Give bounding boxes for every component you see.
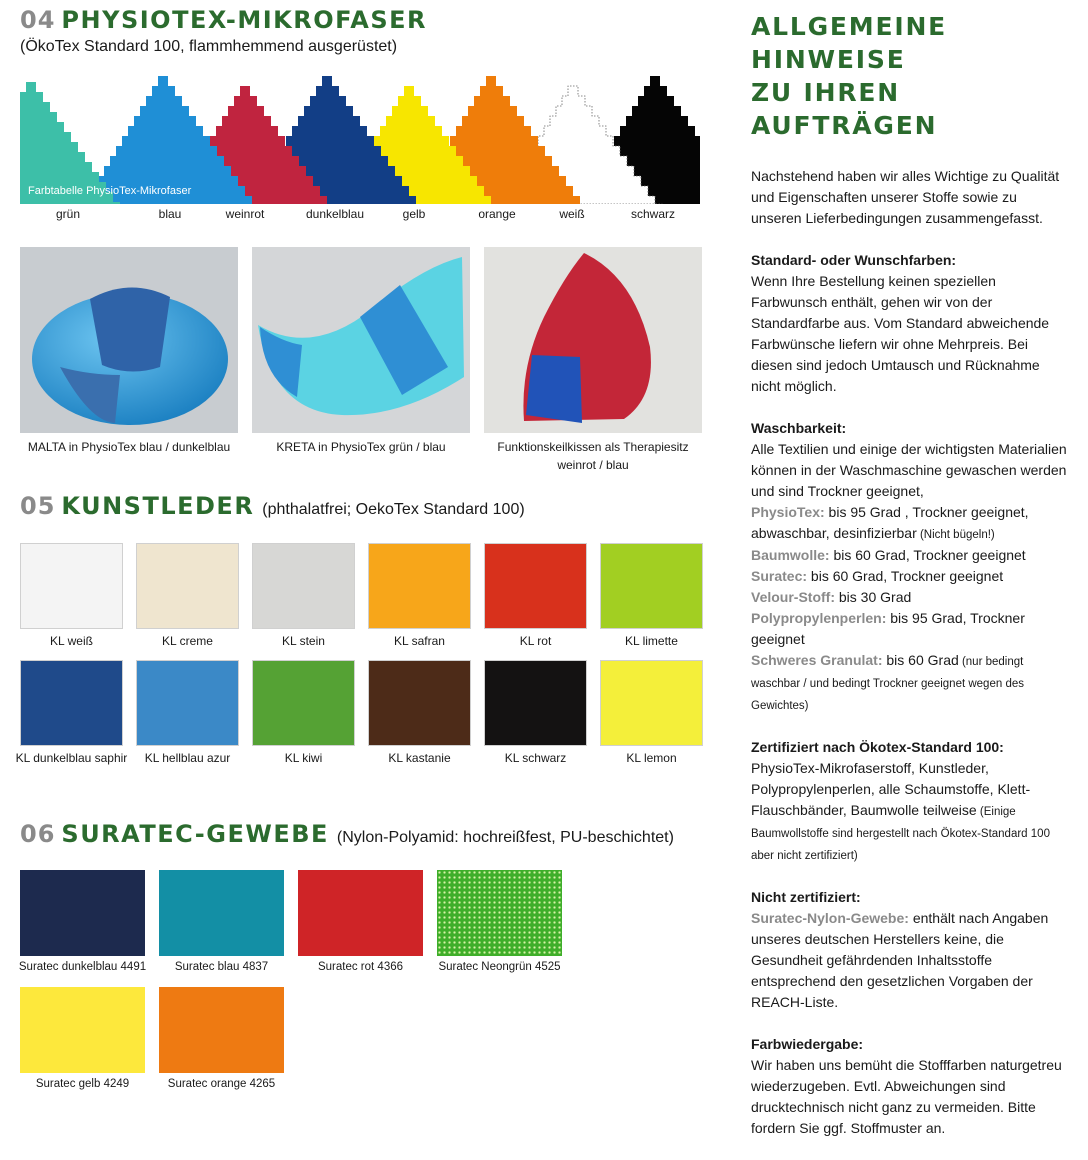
wasch-poly-name: Polypropylenperlen: (751, 610, 887, 626)
wasch-physiotex-text: bis 95 Grad , Trockner geeignet, abwaschbar, desinfizierbar (751, 504, 1029, 541)
photo-caption-keilkissen-line1: Funktionskeilkissen als Therapiesitz (497, 440, 689, 454)
wasch-poly-text: bis 95 Grad, Trockner geeignet (751, 610, 1025, 647)
kunstleder-swatch (136, 660, 239, 746)
hinweise-title-line1: ALLGEMEINE HINWEISE (751, 12, 948, 74)
wasch-suratec-name: Suratec: (751, 568, 808, 584)
kunstleder-label: KL stein (282, 634, 325, 648)
kunstleder-label: KL lemon (626, 751, 677, 765)
kunstleder-swatch (600, 543, 703, 629)
wasch-baumwolle-name: Baumwolle: (751, 547, 830, 563)
physiotex-color-chart (20, 72, 700, 204)
kunstleder-label: KL creme (162, 634, 213, 648)
physiotex-color-label: blau (158, 207, 182, 221)
block-waschbarkeit (751, 418, 1071, 716)
nicht-name: Suratec-Nylon-Gewebe: (751, 910, 909, 926)
photo-caption-malta: MALTA in PhysioTex blau / dunkelblau (27, 440, 231, 454)
wasch-velour-name: Velour-Stoff: (751, 589, 835, 605)
suratec-swatch (298, 870, 423, 956)
section-subtitle: (phthalatfrei; OekoTex Standard 100) (262, 501, 525, 518)
kunstleder-label: KL hellblau azur (144, 751, 231, 765)
section-number: 05 (20, 492, 56, 520)
wasch-physiotex-name: PhysioTex: (751, 504, 825, 520)
nicht-heading: Nicht zertifiziert: (751, 889, 861, 905)
suratec-label: Suratec gelb 4249 (35, 1078, 130, 1090)
hinweise-column (751, 10, 1071, 1160)
kunstleder-swatch (20, 543, 123, 629)
kunstleder-swatch (600, 660, 703, 746)
section-subtitle: (Nylon-Polyamid: hochreißfest, PU-beschichtet) (336, 829, 674, 846)
farben-heading: Standard- oder Wunschfarben: (751, 252, 957, 268)
kunstleder-swatch (484, 660, 587, 746)
suratec-swatch (437, 870, 562, 956)
wasch-physiotex-note: (Nicht bügeln!) (916, 529, 995, 541)
suratec-label: Suratec rot 4366 (317, 961, 404, 973)
hinweise-title-line2: ZU IHREN AUFTRÄGEN (751, 78, 938, 140)
farbwieder-heading: Farbwiedergabe: (751, 1036, 864, 1052)
kunstleder-swatch (136, 543, 239, 629)
section-number: 04 (20, 6, 56, 34)
suratec-label: Suratec orange 4265 (167, 1078, 276, 1090)
suratec-label: Suratec Neongrün 4525 (438, 961, 561, 973)
kunstleder-swatch (252, 543, 355, 629)
physiotex-color-label: weinrot (225, 207, 265, 221)
photo-caption-keilkissen-line2: weinrot / blau (557, 458, 629, 472)
section-physiotex-heading (20, 6, 427, 34)
suratec-label: Suratec blau 4837 (174, 961, 269, 973)
kunstleder-label: KL weiß (50, 634, 93, 648)
kunstleder-label: KL safran (394, 634, 445, 648)
zert-heading: Zertifiziert nach Ökotex-Standard 100: (751, 739, 1004, 755)
kunstleder-label: KL schwarz (504, 751, 567, 765)
suratec-label: Suratec dunkelblau 4491 (18, 961, 147, 973)
chart-caption: Farbtabelle PhysioTex-Mikrofaser (28, 185, 192, 197)
farbwieder-text: Wir haben uns bemüht die Stofffarben naturgetreu wiederzugeben. Evtl. Abweichungen sind drucktechnisch nicht ganz zu vermeiden. Bitte fordern Sie ggf. Stoffmuster an. (751, 1057, 1062, 1136)
kunstleder-swatch (20, 660, 123, 746)
block-farben (751, 250, 1071, 397)
wasch-granulat-name: Schweres Granulat: (751, 652, 883, 668)
section-title: SURATEC-GEWEBE (61, 820, 329, 848)
kunstleder-swatch (368, 543, 471, 629)
section-kunstleder-heading (20, 492, 525, 520)
kunstleder-swatch (368, 660, 471, 746)
farben-text: Wenn Ihre Bestellung keinen speziellen Farbwunsch enthält, gehen wir von der Standardfarbe aus. Vom Standard abweichende Farbwünsche liefern wir ohne Mehrpreis. Bei diesen sind jedoch Umtausch und Rücknahme nicht möglich. (751, 273, 1050, 394)
physiotex-color-label: schwarz (630, 207, 675, 221)
suratec-swatch (20, 987, 145, 1073)
zert-text: PhysioTex-Mikrofaserstoff, Kunstleder, Polypropylenperlen, alle Schaumstoffe, Klett-Flauschbänder, Baumwolle teilweise (751, 760, 1031, 818)
hinweise-title (751, 10, 1071, 142)
section-number: 06 (20, 820, 56, 848)
kunstleder-label: KL rot (519, 634, 552, 648)
kunstleder-label: KL limette (625, 634, 678, 648)
kunstleder-swatch (484, 543, 587, 629)
nicht-text: enthält nach Angaben unseres deutschen Herstellers keine, die Gesundheit gefährdenden Inhaltsstoffe entsprechend den gesetzlichen Vorgaben der REACH-Liste. (751, 910, 1049, 1010)
wasch-granulat-text: bis 60 Grad (882, 652, 959, 668)
physiotex-color-label: orange (478, 207, 516, 221)
section-subtitle: (ÖkoTex Standard 100, flammhemmend ausgerüstet) (20, 38, 398, 55)
wasch-granulat-note: (nur bedingt waschbar / und bedingt Trockner geeignet wegen des Gewichtes) (751, 656, 1024, 712)
kunstleder-label: KL kastanie (388, 751, 451, 765)
kunstleder-label: KL kiwi (284, 751, 323, 765)
wasch-suratec-text: bis 60 Grad, Trockner geeignet (807, 568, 1004, 584)
suratec-swatch (159, 987, 284, 1073)
physiotex-color-label: grün (55, 207, 81, 221)
section-suratec-heading (20, 820, 674, 848)
wasch-heading: Waschbarkeit: (751, 420, 847, 436)
zert-note: (Einige Baumwollstoffe sind hergestellt nach Ökotex-Standard 100 aber nicht zertifiziert) (751, 806, 1050, 862)
physiotex-color-label: gelb (402, 207, 426, 221)
hinweise-intro: Nachstehend haben wir alles Wichtige zu Qualität und Eigenschaften unserer Stoffe sowie zu unseren Lieferbedingungen zusammengefasst. (751, 168, 1060, 226)
block-zertifiziert (751, 737, 1071, 866)
block-nicht-zertifiziert (751, 887, 1071, 1013)
photo-caption-kreta: KRETA in PhysioTex grün / blau (276, 440, 446, 454)
physiotex-color-label: dunkelblau (305, 207, 365, 221)
kunstleder-label: KL dunkelblau saphir (15, 751, 128, 765)
physiotex-color-label: weiß (559, 207, 585, 221)
section-title: PHYSIOTEX-MIKROFASER (61, 6, 428, 34)
suratec-swatch (159, 870, 284, 956)
kunstleder-swatch (252, 660, 355, 746)
wasch-velour-text: bis 30 Grad (835, 589, 912, 605)
wasch-baumwolle-text: bis 60 Grad, Trockner geeignet (829, 547, 1026, 563)
photo-keilkissen (484, 247, 702, 433)
section-title: KUNSTLEDER (61, 492, 255, 520)
photo-kreta (252, 247, 470, 433)
photo-malta (20, 247, 238, 433)
wasch-text: Alle Textilien und einige der wichtigsten Materialien können in der Waschmaschine gewaschen werden und sind Trockner geeignet, (751, 441, 1067, 499)
block-farbwiedergabe (751, 1034, 1071, 1139)
suratec-swatch (20, 870, 145, 956)
